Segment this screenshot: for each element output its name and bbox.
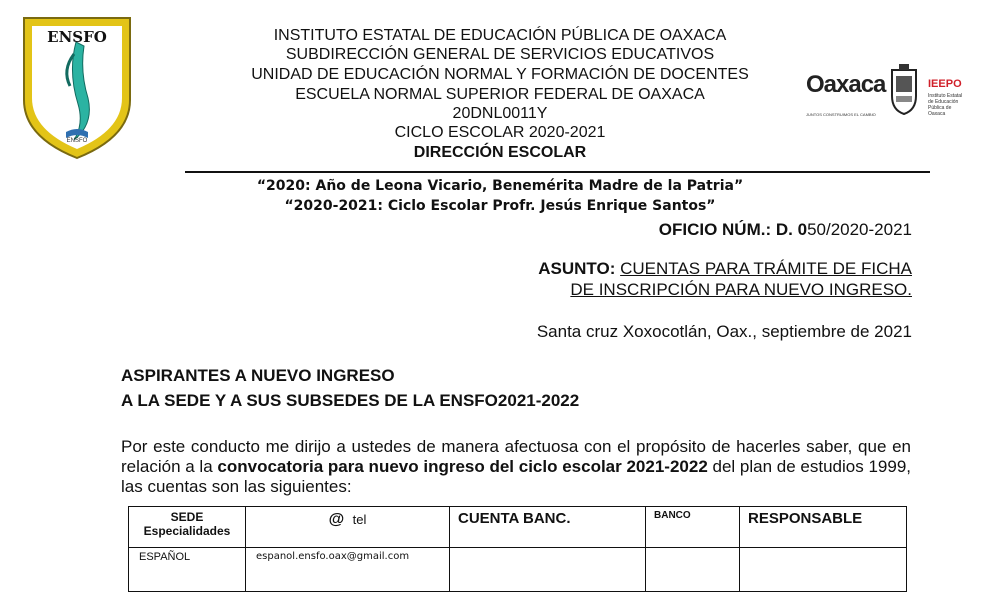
ieepo-logo-text: IEEPO: [928, 78, 962, 90]
asunto-line-2: DE INSCRIPCIÓN PARA NUEVO INGRESO.: [570, 280, 912, 299]
cell-banco: [646, 548, 740, 592]
asunto-block: [538, 259, 912, 279]
header-department: DIRECCIÓN ESCOLAR: [413, 144, 587, 161]
header-school-code: 20DNL0011Y: [452, 105, 548, 122]
oficio-label: OFICIO NÚM.:: [658, 220, 772, 239]
col-header-sede-line-2: Especialidades: [143, 524, 231, 538]
header-divider: [185, 171, 930, 173]
oficio-number: [659, 220, 912, 240]
ensfo-logo-bottom-text: ENSFO: [66, 138, 88, 144]
oficio-number-value: 50/2020-2021: [807, 220, 912, 239]
body-text-part-1: Por este conducto me dirijo a ustedes de manera afectuosa con el propósito de hacerles saber, que en relación a la: [121, 437, 911, 476]
col-header-email-at: @: [328, 511, 345, 528]
cell-responsable: [740, 548, 907, 592]
oficio-code: D. 0: [775, 220, 808, 239]
ensfo-logo-text: ENSFO: [47, 28, 107, 46]
motto-leona-vicario: “2020: Año de Leona Vicario, Benemérita Madre de la Patria”: [256, 178, 744, 194]
table-header-row: [129, 507, 907, 548]
col-header-email: [246, 507, 450, 548]
ieepo-logo: [928, 78, 978, 118]
oaxaca-logo: [806, 70, 886, 122]
ieepo-logo-sub: Instituto Estatal de Educación Pública de Oaxaca: [928, 93, 963, 117]
accounts-table: [128, 506, 907, 592]
col-header-sede: [129, 507, 246, 548]
cell-sede: ESPAÑOL: [129, 548, 246, 592]
col-header-email-tel: tel: [352, 512, 367, 527]
cell-cuenta: [450, 548, 646, 592]
col-header-banco: BANCO: [646, 507, 740, 548]
header-school: ESCUELA NORMAL SUPERIOR FEDERAL DE OAXACA: [295, 86, 705, 103]
cell-email: espanol.ensfo.oax@gmail.com: [246, 548, 450, 592]
oaxaca-slogan: JUNTOS CONSTRUIMOS EL CAMBIO: [806, 112, 876, 117]
col-header-sede-line-1: SEDE: [170, 510, 204, 524]
table-row: [129, 548, 907, 592]
asunto-line-1: CUENTAS PARA TRÁMITE DE FICHA: [620, 259, 912, 278]
header-cycle: CICLO ESCOLAR 2020-2021: [394, 124, 606, 141]
body-text-part-2: del plan de estudios 1999, las cuentas son las siguientes:: [121, 457, 911, 496]
body-paragraph: [121, 437, 911, 497]
addressee-line-2: A LA SEDE Y A SUS SUBSEDES DE LA ENSFO2021-2022: [121, 391, 580, 410]
body-text-convocatoria: convocatoria para nuevo ingreso del ciclo escolar 2021-2022: [217, 457, 708, 476]
header-unit: UNIDAD DE EDUCACIÓN NORMAL Y FORMACIÓN DE DOCENTES: [251, 66, 749, 83]
motto-school-cycle: “2020-2021: Ciclo Escolar Profr. Jesús Enrique Santos”: [284, 198, 716, 214]
oaxaca-crest-icon: [888, 62, 920, 116]
header-subdirection: SUBDIRECCIÓN GENERAL DE SERVICIOS EDUCATIVOS: [285, 46, 715, 63]
addressee-line-1: ASPIRANTES A NUEVO INGRESO: [121, 366, 395, 385]
asunto-label: ASUNTO:: [538, 259, 616, 278]
oaxaca-logo-text: Oaxaca: [806, 71, 886, 98]
col-header-cuenta: CUENTA BANC.: [450, 507, 646, 548]
col-header-responsable: RESPONSABLE: [740, 507, 907, 548]
place-date: Santa cruz Xoxocotlán, Oax., septiembre de 2021: [536, 322, 912, 341]
header-institute: INSTITUTO ESTATAL DE EDUCACIÓN PÚBLICA DE OAXACA: [273, 27, 727, 44]
